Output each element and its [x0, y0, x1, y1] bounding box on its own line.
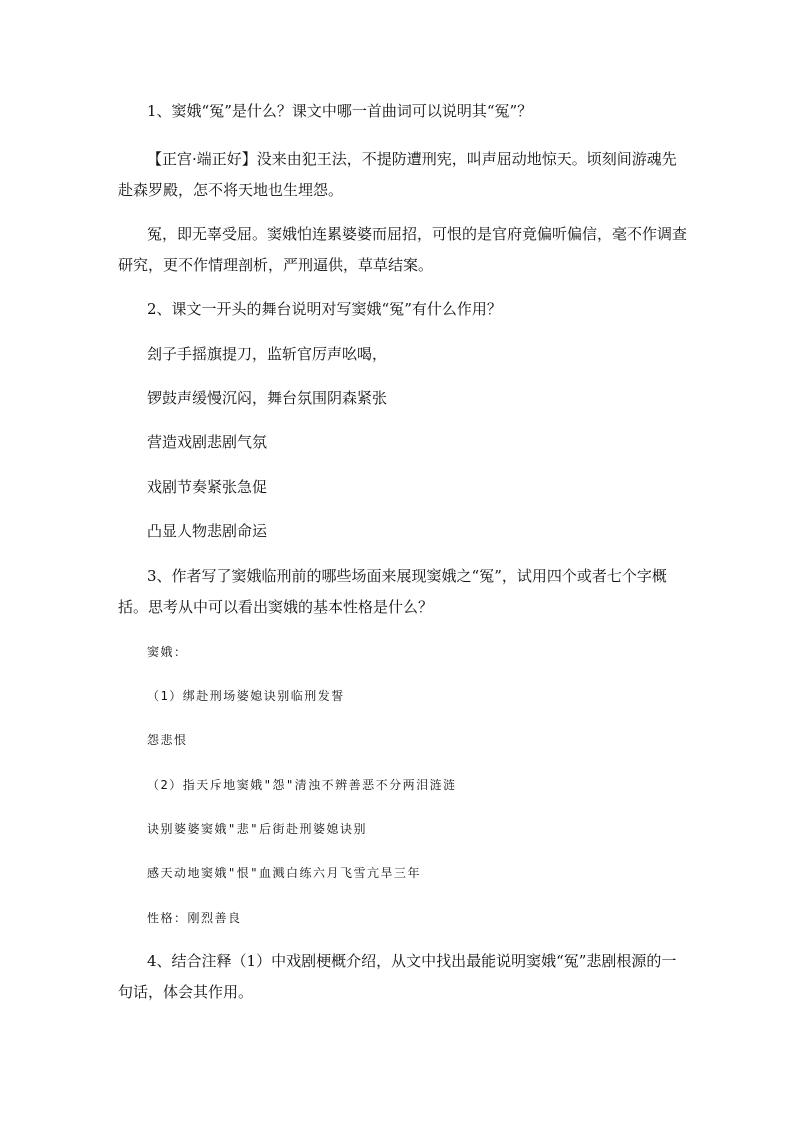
answer-3-item-5: 感天动地窦娥"恨"血溅白练六月飞雪亢旱三年: [147, 866, 421, 880]
question-4: 4、结合注释（1）中戏剧梗概介绍，从文中找出最能说明窦娥“冤”悲剧根源的一句话，体会其作用。: [118, 952, 677, 1001]
answer-1: 冤，即无辜受屈。窦娥怕连累婆婆而屈招，可恨的是官府竟偏听偏信，毫不作调查研究，更不作情理剖析，严刑逼供，草草结案。: [118, 225, 688, 274]
answer-2-line-5: 凸显人物悲剧命运: [147, 522, 268, 540]
question-1: 1、窦娥“冤”是什么？课文中哪一首曲词可以说明其“冤”？: [147, 102, 533, 120]
answer-3-heading: 窦娥：: [147, 645, 188, 659]
answer-3-item-2: 怨悲恨: [147, 733, 188, 747]
lyric-paragraph: 【正宫·端正好】没来由犯王法，不提防遭刑宪，叫声屈动地惊天。顷刻间游魂先赴森罗殿，怎不将天地也生埋怨。: [118, 150, 677, 199]
answer-3-item-3: （2）指天斥地窦娥"怨"清浊不辨善恶不分两泪涟涟: [147, 778, 457, 792]
answer-3-item-4: 诀别婆婆窦娥"悲"后街赴刑婆媳诀别: [147, 822, 367, 836]
answer-2-line-2: 锣鼓声缓慢沉闷，舞台氛围阴森紧张: [147, 389, 388, 407]
answer-2-line-3: 营造戏剧悲剧气氛: [147, 433, 268, 451]
answer-2-line-4: 戏剧节奏紧张急促: [147, 478, 268, 496]
question-3: 3、作者写了窦娥临刑前的哪些场面来展现窦娥之“冤”，试用四个或者七个字概括。思考从中可以看出窦娥的基本性格是什么？: [118, 567, 667, 616]
answer-2-line-1: 刽子手摇旗提刀，监斩官厉声吆喝，: [147, 345, 388, 363]
answer-3-item-1: （1）绑赴刑场婆媳诀别临刑发誓: [147, 689, 345, 703]
answer-3-character: 性格：刚烈善良: [147, 911, 242, 925]
question-2: 2、课文一开头的舞台说明对写窦娥“冤”有什么作用？: [147, 300, 502, 318]
